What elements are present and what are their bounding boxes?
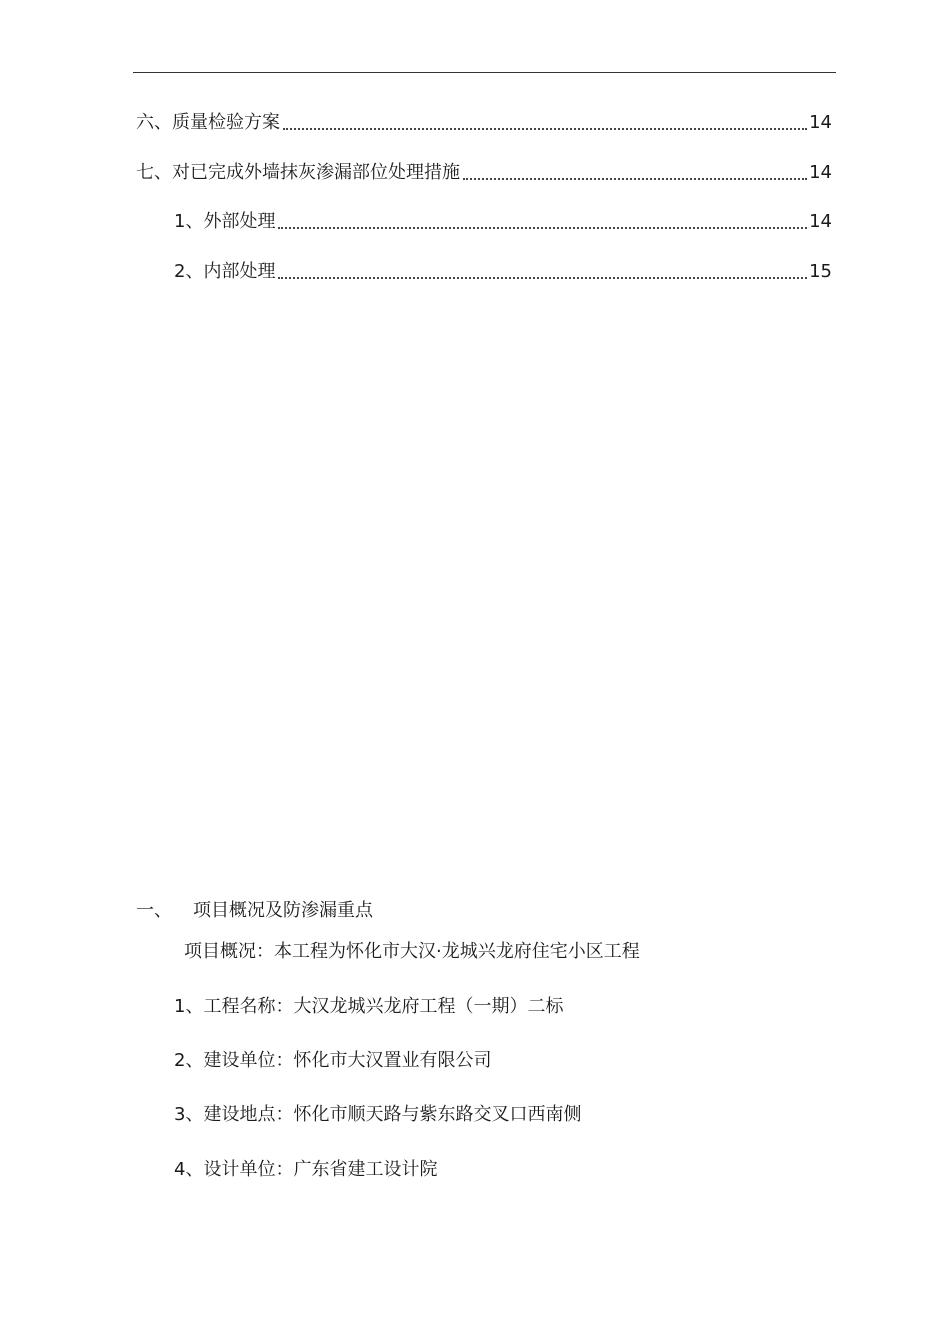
toc-entry[interactable] [136, 108, 832, 134]
developer-line: 2、建设单位：怀化市大汉置业有限公司 [174, 1050, 492, 1071]
toc-dot-leader [278, 227, 807, 229]
toc-entry-label: 六、质量检验方案 [136, 112, 280, 133]
project-overview: 项目概况：本工程为怀化市大汉·龙城兴龙府住宅小区工程 [184, 941, 640, 962]
toc-dot-leader [278, 277, 807, 279]
project-name-line: 1、工程名称：大汉龙城兴龙府工程（一期）二标 [174, 996, 564, 1017]
designer-line: 4、设计单位：广东省建工设计院 [174, 1159, 438, 1180]
toc-entry[interactable] [136, 158, 832, 184]
toc-entry-label: 七、对已完成外墙抹灰渗漏部位处理措施 [136, 162, 460, 183]
toc-page-number: 14 [809, 162, 832, 183]
toc-dot-leader [463, 178, 807, 180]
toc-page-number: 15 [809, 261, 832, 282]
toc-subentry[interactable] [174, 257, 832, 283]
toc-subentry[interactable] [174, 207, 832, 233]
location-line: 3、建设地点：怀化市顺天路与紫东路交叉口西南侧 [174, 1104, 582, 1125]
section-title: 项目概况及防渗漏重点 [193, 900, 373, 921]
section-number: 一、 [136, 900, 172, 921]
toc-entry-label: 1、外部处理 [174, 211, 276, 232]
toc-entry-label: 2、内部处理 [174, 261, 276, 282]
toc-page-number: 14 [809, 112, 832, 133]
header-rule [133, 72, 836, 73]
section-heading [136, 898, 373, 924]
toc-dot-leader [283, 128, 807, 130]
toc-page-number: 14 [809, 211, 832, 232]
